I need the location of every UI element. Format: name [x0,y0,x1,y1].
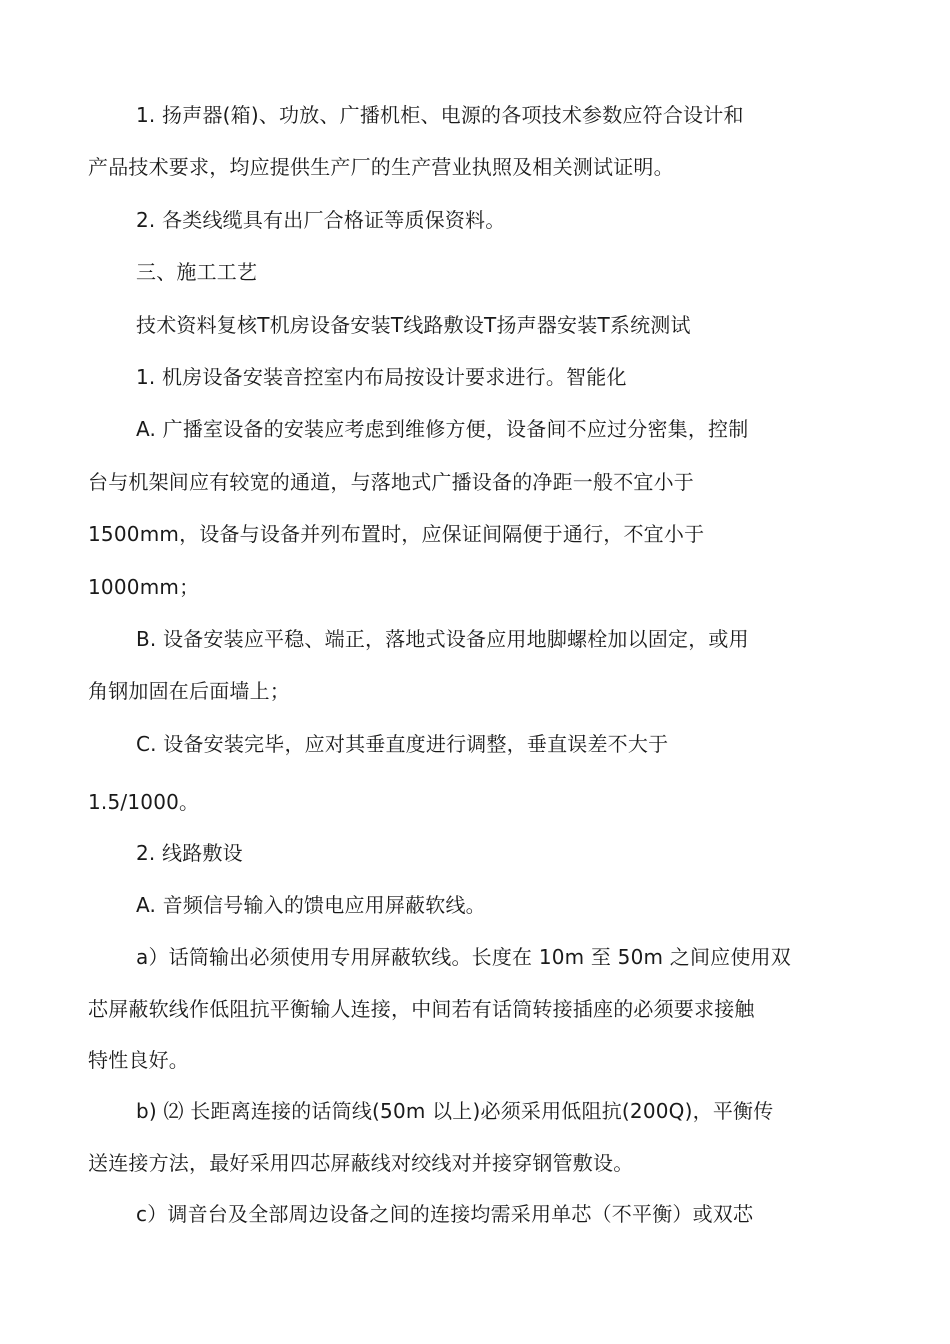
paragraph-line: A. 广播室设备的安装应考虑到维修方便，设备间不应过分密集，控制 [136,417,749,441]
paragraph-line: A. 音频信号输入的馈电应用屏蔽软线。 [136,893,486,917]
paragraph-line: 特性良好。 [88,1048,189,1072]
paragraph-line: c）调音台及全部周边设备之间的连接均需采用单芯（不平衡）或双芯 [136,1202,754,1226]
paragraph-line: b) ⑵ 长距离连接的话筒线(50m 以上)必须采用低阻抗(200Q)，平衡传 [136,1099,774,1123]
paragraph-line: C. 设备安装完毕，应对其垂直度进行调整，垂直误差不大于 [136,732,669,756]
paragraph-line: 1500mm，设备与设备并列布置时，应保证间隔便于通行，不宜小于 [88,522,705,546]
paragraph-line: 1000mm； [88,575,200,599]
paragraph-line: 角钢加固在后面墙上； [88,679,290,703]
paragraph-line: 芯屏蔽软线作低阻抗平衡输人连接，中间若有话筒转接插座的必须要求接触 [88,997,755,1021]
paragraph-line: 1.5/1000。 [88,790,200,814]
paragraph-line: 2. 各类线缆具有出厂合格证等质保资料。 [136,208,506,232]
paragraph-line: 1. 扬声器(箱)、功放、广播机柜、电源的各项技术参数应符合设计和 [136,103,744,127]
section-heading: 三、施工工艺 [136,260,258,284]
paragraph-line: 1. 机房设备安装音控室内布局按设计要求进行。智能化 [136,365,627,389]
paragraph-line: 产品技术要求，均应提供生产厂的生产营业执照及相关测试证明。 [88,155,674,179]
paragraph-line: 送连接方法，最好采用四芯屏蔽线对绞线对并接穿钢管敷设。 [88,1151,634,1175]
paragraph-line: a）话筒输出必须使用专用屏蔽软线。长度在 10m 至 50m 之间应使用双 [136,945,791,969]
paragraph-line: B. 设备安装应平稳、端正，落地式设备应用地脚螺栓加以固定，或用 [136,627,749,651]
paragraph-line: 台与机架间应有较宽的通道，与落地式广播设备的净距一般不宜小于 [88,470,694,494]
section-heading: 2. 线路敷设 [136,841,243,865]
paragraph-line: 技术资料复核T机房设备安装T线路敷设T扬声器安装T系统测试 [136,313,691,337]
